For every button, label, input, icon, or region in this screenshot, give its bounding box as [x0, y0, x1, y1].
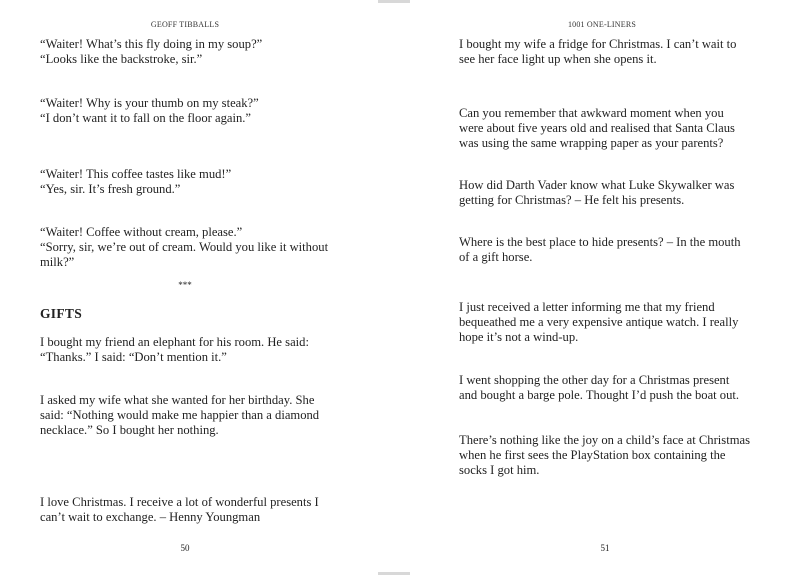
running-head-author: GEOFF TIBBALLS	[150, 20, 220, 29]
joke-paragraph	[40, 335, 309, 365]
text-line: Where is the best place to hide presents? – In the mouth	[459, 235, 741, 249]
joke-paragraph	[459, 178, 734, 208]
text-line: I bought my friend an elephant for his room. He said:	[40, 335, 309, 349]
section-separator: ***	[178, 280, 192, 290]
joke-paragraph	[40, 393, 319, 439]
text-line: I asked my wife what she wanted for her birthday. She	[40, 393, 315, 407]
joke-paragraph	[459, 373, 739, 403]
text-line: “Looks like the backstroke, sir.”	[40, 52, 203, 67]
text-line: see her face light up when she opens it.	[459, 52, 657, 67]
joke-paragraph	[40, 96, 259, 126]
section-heading: GIFTS	[40, 306, 83, 321]
text-line: were about five years old and realised that Santa Claus	[459, 121, 735, 136]
text-line: “I don’t want it to fall on the floor again.”	[40, 111, 252, 126]
text-line: How did Darth Vader know what Luke Skywalker was	[459, 178, 735, 192]
joke-paragraph	[459, 37, 736, 67]
text-line: I love Christmas. I receive a lot of wonderful presents I	[40, 495, 319, 509]
text-line: of a gift horse.	[459, 250, 533, 265]
text-line: socks I got him.	[459, 463, 540, 478]
text-line: There’s nothing like the joy on a child’s face at Christmas	[459, 433, 750, 447]
text-line: bequeathed me a very expensive antique watch. I really	[459, 315, 739, 330]
text-line: milk?”	[40, 255, 75, 270]
page-number-left: 50	[180, 543, 190, 553]
joke-paragraph	[40, 225, 328, 271]
joke-paragraph	[459, 300, 738, 346]
text-line: I bought my wife a fridge for Christmas. I can’t wait to	[459, 37, 737, 51]
joke-paragraph	[40, 167, 231, 197]
text-line: “Waiter! Why is your thumb on my steak?”	[40, 96, 259, 110]
joke-paragraph	[459, 433, 750, 479]
text-line: “Waiter! Coffee without cream, please.”	[40, 225, 243, 239]
text-line: I just received a letter informing me that my friend	[459, 300, 715, 314]
text-line: can’t wait to exchange. – Henny Youngman	[40, 510, 261, 525]
text-line: was using the same wrapping paper as your parents?	[459, 136, 724, 151]
text-line: “Thanks.” I said: “Don’t mention it.”	[40, 350, 227, 365]
text-line: and bought a barge pole. Thought I’d push the boat out.	[459, 388, 740, 403]
page-number-right: 51	[600, 543, 610, 553]
text-line: I went shopping the other day for a Christmas present	[459, 373, 730, 387]
text-line: getting for Christmas? – He felt his presents.	[459, 193, 685, 208]
text-line: “Waiter! What’s this fly doing in my soup?”	[40, 37, 263, 51]
joke-paragraph	[40, 37, 262, 67]
page-scroll-handle-top[interactable]	[378, 0, 410, 3]
text-line: said: “Nothing would make me happier than a diamond	[40, 408, 320, 423]
text-line: Can you remember that awkward moment when you	[459, 106, 724, 120]
joke-paragraph	[40, 495, 319, 525]
text-line: “Sorry, sir, we’re out of cream. Would you like it without	[40, 240, 329, 255]
running-head-title: 1001 ONE-LINERS	[567, 20, 637, 29]
text-line: “Waiter! This coffee tastes like mud!”	[40, 167, 232, 181]
text-line: necklace.” So I bought her nothing.	[40, 423, 219, 438]
joke-paragraph	[459, 106, 735, 152]
text-line: hope it’s not a wind-up.	[459, 330, 579, 345]
text-line: when he first sees the PlayStation box containing the	[459, 448, 726, 463]
joke-paragraph	[459, 235, 741, 265]
text-line: “Yes, sir. It’s fresh ground.”	[40, 182, 181, 197]
